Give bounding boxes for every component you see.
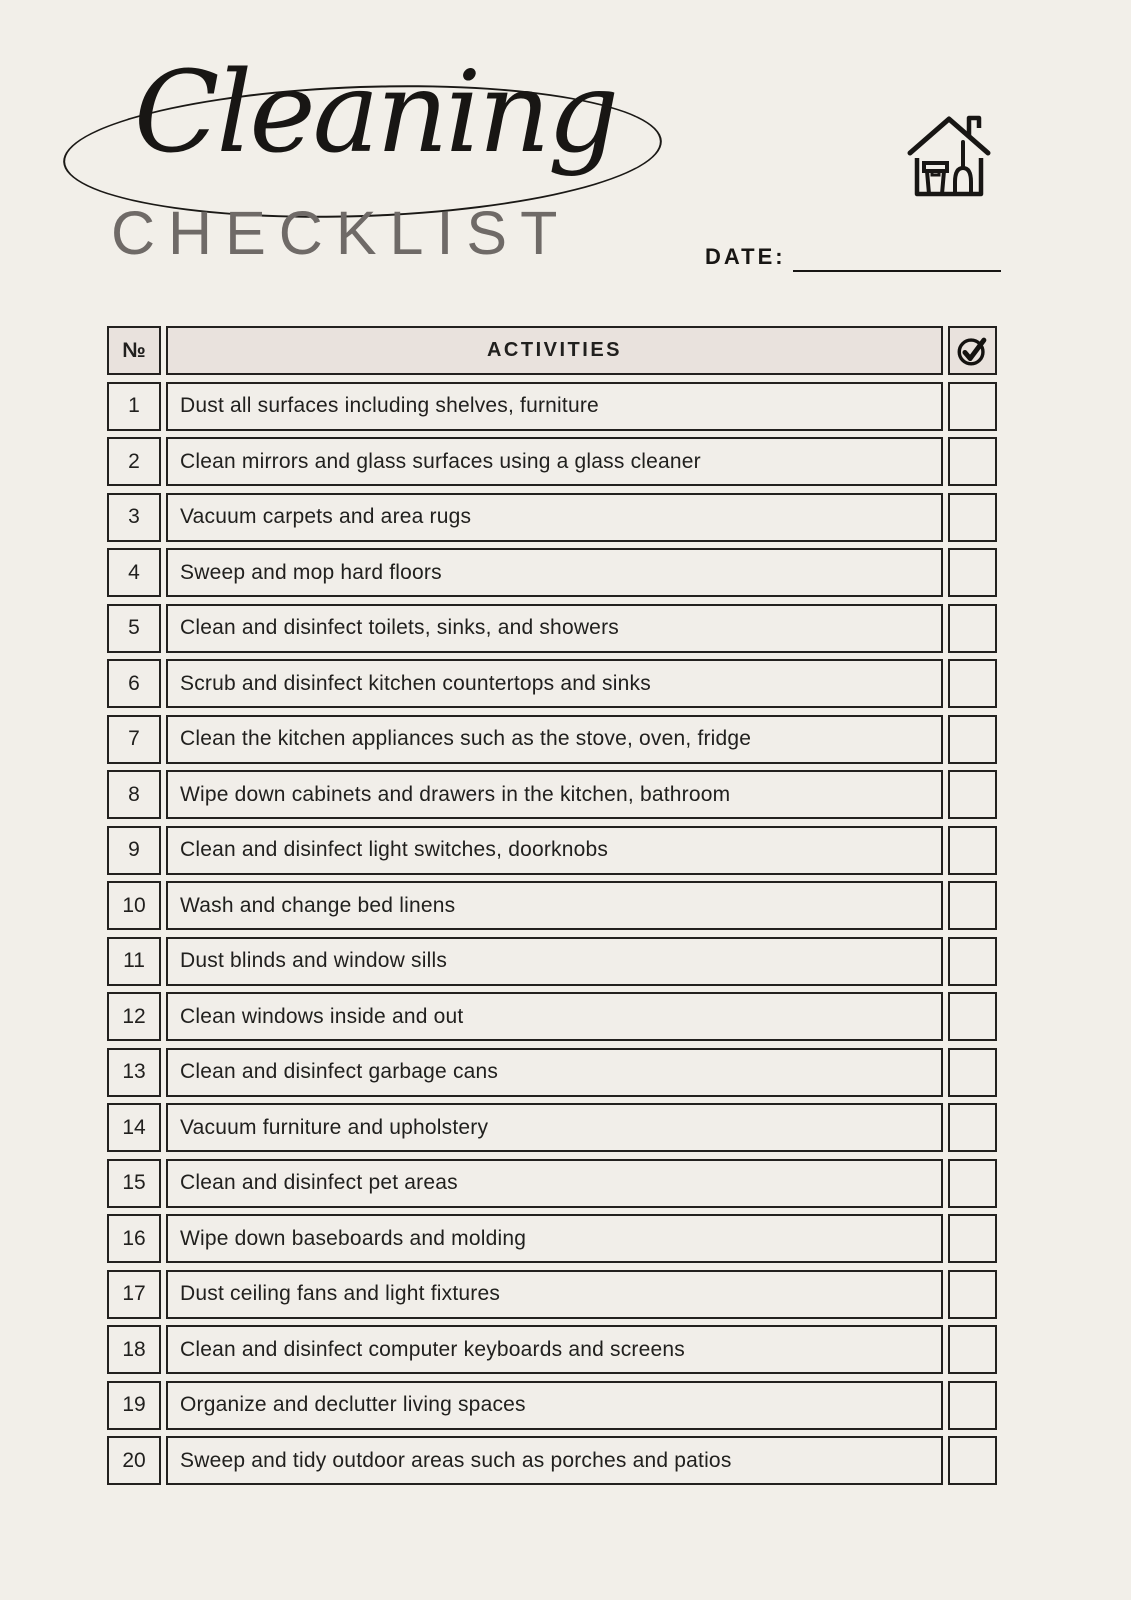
row-activity: Scrub and disinfect kitchen countertops and sinks <box>166 659 943 708</box>
row-activity: Vacuum carpets and area rugs <box>166 493 943 542</box>
row-number: 19 <box>107 1381 161 1430</box>
row-number: 18 <box>107 1325 161 1374</box>
row-number: 16 <box>107 1214 161 1263</box>
row-number: 6 <box>107 659 161 708</box>
checkbox-cell[interactable] <box>948 548 997 597</box>
table-row <box>107 1270 997 1319</box>
row-activity: Organize and declutter living spaces <box>166 1381 943 1430</box>
checkbox-cell[interactable] <box>948 604 997 653</box>
row-activity: Clean and disinfect light switches, doorknobs <box>166 826 943 875</box>
row-number: 10 <box>107 881 161 930</box>
row-number: 5 <box>107 604 161 653</box>
checkbox-cell[interactable] <box>948 493 997 542</box>
row-number: 4 <box>107 548 161 597</box>
table-row <box>107 881 997 930</box>
checkbox-cell[interactable] <box>948 1381 997 1430</box>
table-row <box>107 1159 997 1208</box>
table-row <box>107 493 997 542</box>
checkbox-cell[interactable] <box>948 437 997 486</box>
check-circle-icon <box>955 333 991 369</box>
checkbox-cell[interactable] <box>948 937 997 986</box>
row-activity: Wipe down cabinets and drawers in the kitchen, bathroom <box>166 770 943 819</box>
row-activity: Wipe down baseboards and molding <box>166 1214 943 1263</box>
checkbox-cell[interactable] <box>948 1048 997 1097</box>
date-fill-in-line[interactable] <box>793 244 1001 272</box>
checkbox-cell[interactable] <box>948 992 997 1041</box>
checkbox-cell[interactable] <box>948 1436 997 1485</box>
row-number: 1 <box>107 382 161 431</box>
checkbox-cell[interactable] <box>948 659 997 708</box>
checkbox-cell[interactable] <box>948 1103 997 1152</box>
row-activity: Dust blinds and window sills <box>166 937 943 986</box>
table-row <box>107 770 997 819</box>
table-row <box>107 715 997 764</box>
row-number: 15 <box>107 1159 161 1208</box>
row-activity: Sweep and tidy outdoor areas such as porches and patios <box>166 1436 943 1485</box>
checkbox-cell[interactable] <box>948 1325 997 1374</box>
table-row <box>107 992 997 1041</box>
row-number: 7 <box>107 715 161 764</box>
checkbox-cell[interactable] <box>948 715 997 764</box>
row-number: 13 <box>107 1048 161 1097</box>
row-activity: Clean the kitchen appliances such as the stove, oven, fridge <box>166 715 943 764</box>
row-number: 20 <box>107 1436 161 1485</box>
date-label: DATE: <box>705 244 786 269</box>
date-row <box>705 242 1001 272</box>
table-row <box>107 548 997 597</box>
row-activity: Clean and disinfect toilets, sinks, and showers <box>166 604 943 653</box>
table-row <box>107 826 997 875</box>
row-activity: Clean and disinfect pet areas <box>166 1159 943 1208</box>
checkbox-cell[interactable] <box>948 826 997 875</box>
row-number: 11 <box>107 937 161 986</box>
table-row <box>107 604 997 653</box>
row-activity: Clean and disinfect computer keyboards and screens <box>166 1325 943 1374</box>
page-title-script: Cleaning <box>133 48 617 178</box>
row-number: 17 <box>107 1270 161 1319</box>
row-number: 14 <box>107 1103 161 1152</box>
row-activity: Wash and change bed linens <box>166 881 943 930</box>
row-activity: Dust all surfaces including shelves, furniture <box>166 382 943 431</box>
checkbox-cell[interactable] <box>948 1214 997 1263</box>
header-activities-cell: ACTIVITIES <box>166 326 943 375</box>
checkbox-cell[interactable] <box>948 382 997 431</box>
checkbox-cell[interactable] <box>948 881 997 930</box>
table-header-row <box>107 326 997 375</box>
row-number: 8 <box>107 770 161 819</box>
table-row <box>107 937 997 986</box>
row-number: 9 <box>107 826 161 875</box>
checkbox-cell[interactable] <box>948 1159 997 1208</box>
row-number: 2 <box>107 437 161 486</box>
header-number-cell: № <box>107 326 161 375</box>
row-activity: Sweep and mop hard floors <box>166 548 943 597</box>
page-title-subtitle: CHECKLIST <box>111 199 571 267</box>
house-cleaning-icon <box>903 106 995 200</box>
table-row <box>107 1381 997 1430</box>
row-number: 12 <box>107 992 161 1041</box>
header-check-cell <box>948 326 997 375</box>
table-row <box>107 1325 997 1374</box>
table-row <box>107 1436 997 1485</box>
checklist-table <box>107 326 997 1485</box>
table-row <box>107 1103 997 1152</box>
checkbox-cell[interactable] <box>948 770 997 819</box>
row-activity: Dust ceiling fans and light fixtures <box>166 1270 943 1319</box>
row-activity: Vacuum furniture and upholstery <box>166 1103 943 1152</box>
table-row <box>107 659 997 708</box>
checkbox-cell[interactable] <box>948 1270 997 1319</box>
row-activity: Clean mirrors and glass surfaces using a glass cleaner <box>166 437 943 486</box>
row-activity: Clean and disinfect garbage cans <box>166 1048 943 1097</box>
table-row <box>107 1214 997 1263</box>
row-activity: Clean windows inside and out <box>166 992 943 1041</box>
row-number: 3 <box>107 493 161 542</box>
table-row <box>107 1048 997 1097</box>
table-row <box>107 437 997 486</box>
table-row <box>107 382 997 431</box>
